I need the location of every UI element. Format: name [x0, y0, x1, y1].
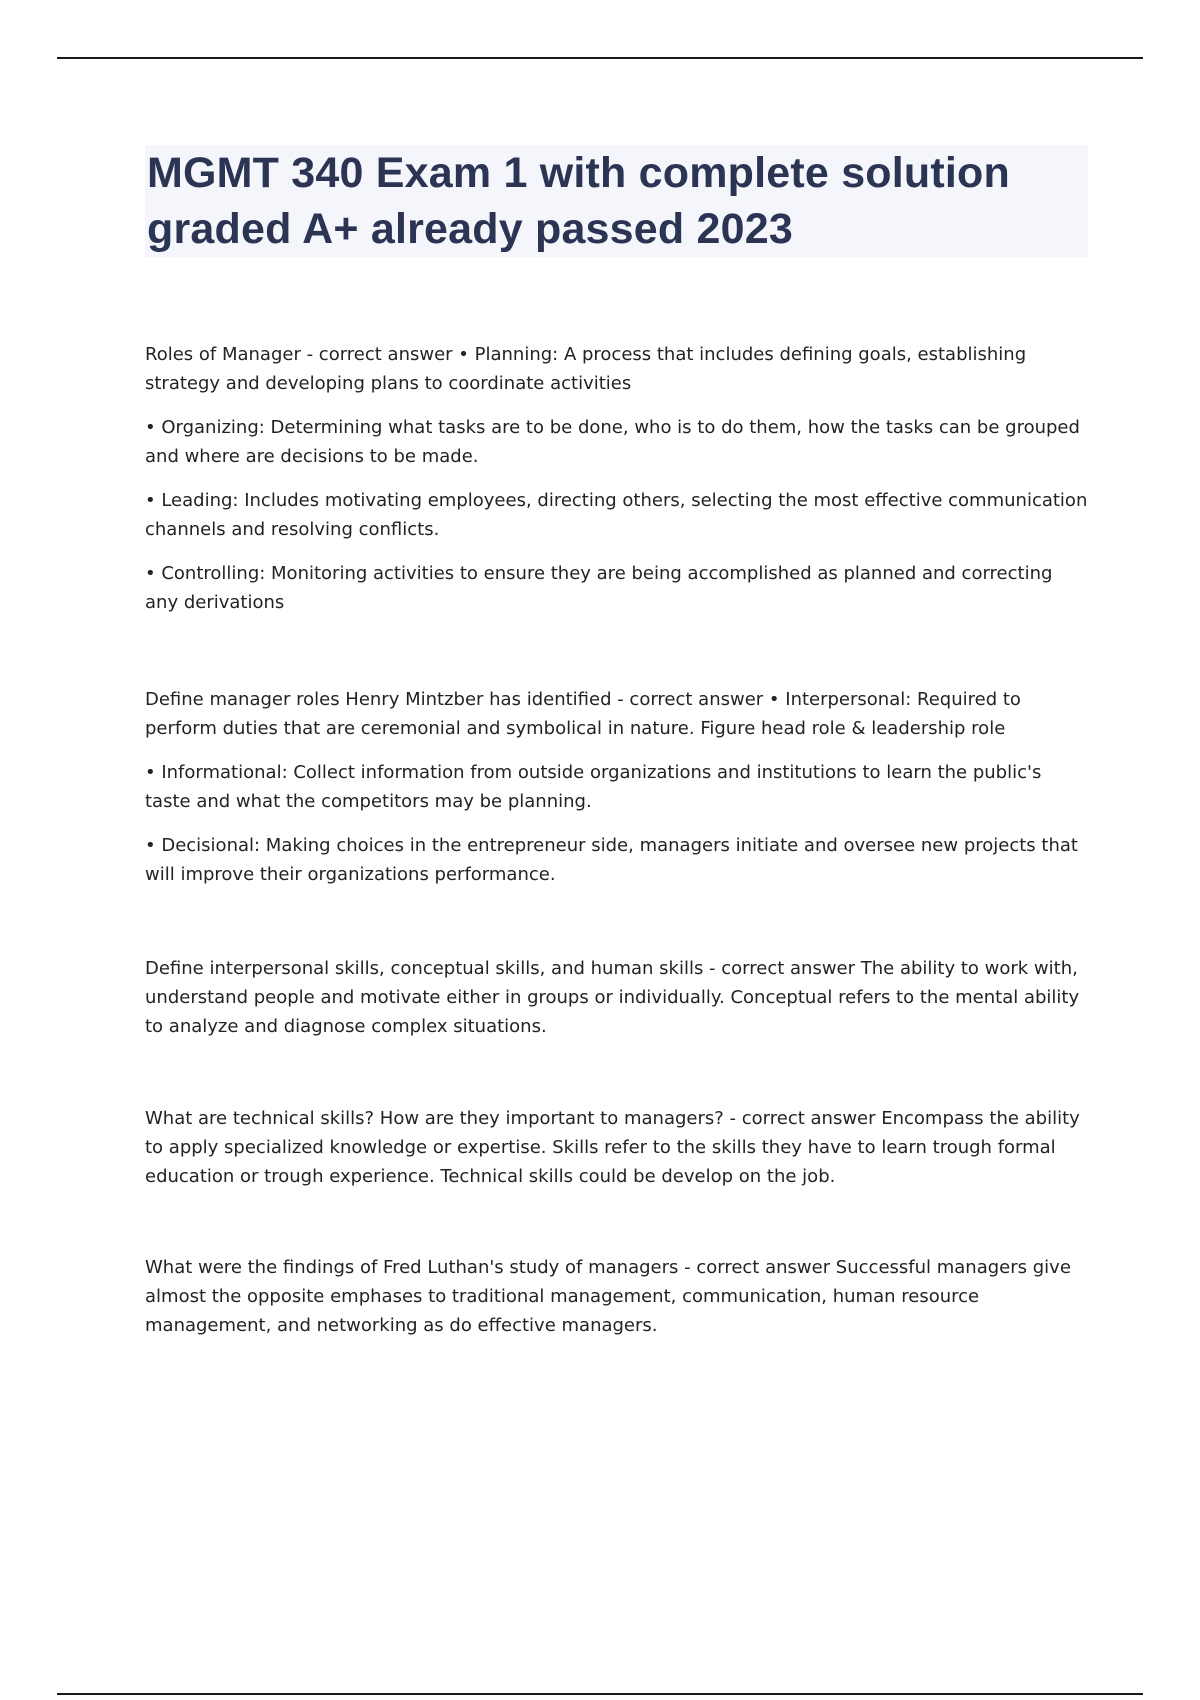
- entry-paragraph: • Organizing: Determining what tasks are to be done, who is to do them, how the tasks can be grouped and where are decisions to be made.: [145, 417, 1080, 467]
- qa-entry: [145, 685, 1090, 889]
- qa-entry: [145, 340, 1090, 617]
- top-divider: [57, 57, 1143, 59]
- bottom-divider: [57, 1693, 1143, 1695]
- qa-entry: [145, 954, 1090, 1041]
- qa-entry: [145, 1104, 1090, 1191]
- qa-entry: [145, 1253, 1090, 1340]
- title-banner: [145, 145, 1088, 257]
- entry-paragraph: Roles of Manager - correct answer • Planning: A process that includes defining goals, establishing strategy and developing plans to coordinate activities: [145, 344, 1027, 394]
- entry-paragraph: What were the findings of Fred Luthan's study of managers - correct answer Successful managers give almost the opposite emphases to traditional management, communication, human resource management, and networking as do effective managers.: [145, 1257, 1071, 1336]
- entry-paragraph: • Informational: Collect information from outside organizations and institutions to learn the public's taste and what the competitors may be planning.: [145, 762, 1042, 812]
- entry-paragraph: • Decisional: Making choices in the entrepreneur side, managers initiate and oversee new projects that will improve their organizations performance.: [145, 835, 1078, 885]
- entry-paragraph: What are technical skills? How are they important to managers? - correct answer Encompass the ability to apply specialized knowledge or expertise. Skills refer to the skills they have to learn trough formal education or trough experience. Technical skills could be develop on the job.: [145, 1108, 1080, 1187]
- document-title: MGMT 340 Exam 1 with complete solution graded A+ already passed 2023: [147, 149, 1010, 253]
- entry-paragraph: • Leading: Includes motivating employees, directing others, selecting the most effective communication channels and resolving conflicts.: [145, 490, 1088, 540]
- entry-paragraph: Define manager roles Henry Mintzber has identified - correct answer • Interpersonal: Required to perform duties that are ceremonial and symbolical in nature. Figure head role & leadership role: [145, 689, 1021, 739]
- entry-paragraph: Define interpersonal skills, conceptual skills, and human skills - correct answer The ability to work with, understand people and motivate either in groups or individually. Conceptual refers to the mental ability to analyze and diagnose complex situations.: [145, 958, 1080, 1037]
- entry-paragraph: • Controlling: Monitoring activities to ensure they are being accomplished as planned and correcting any derivations: [145, 563, 1053, 613]
